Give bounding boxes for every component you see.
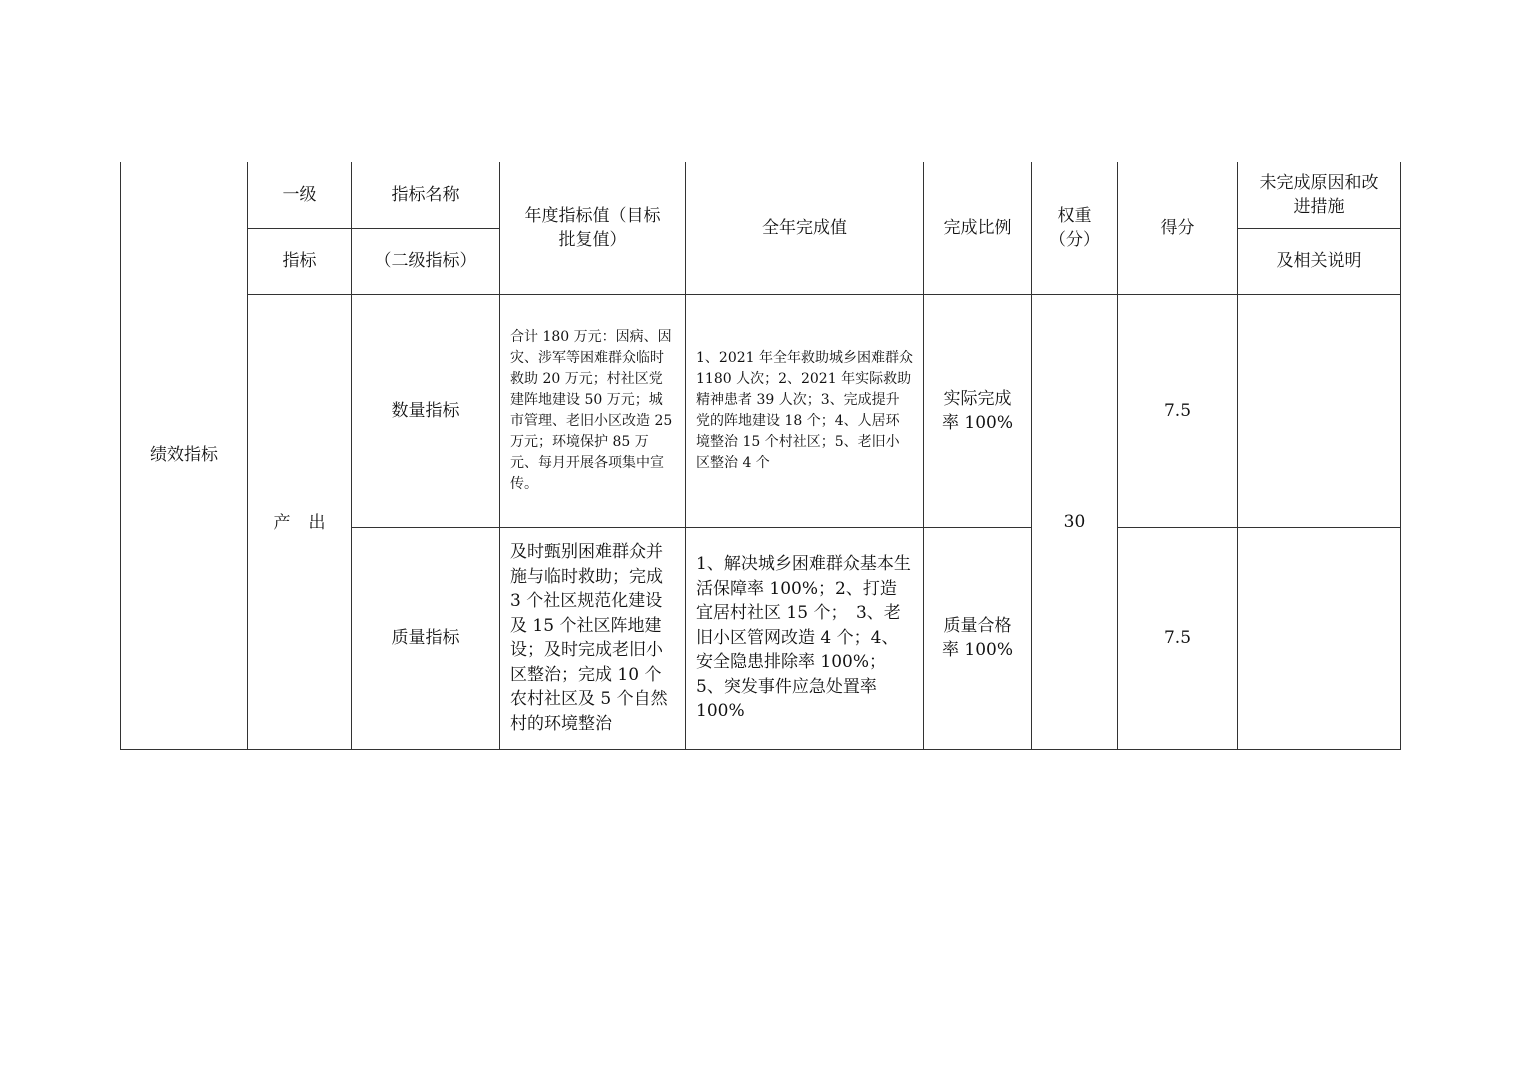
header-reason-bottom xyxy=(1238,228,1401,294)
row-ratio-cell xyxy=(924,527,1032,749)
row-name-cell xyxy=(352,294,500,527)
row-name: 质量指标 xyxy=(391,628,460,648)
row-score-cell xyxy=(1118,527,1238,749)
header-reason-bottom-text: 及相关说明 xyxy=(1276,251,1362,271)
row-target-cell xyxy=(500,527,686,749)
row-name-cell xyxy=(352,527,500,749)
header-ratio-text: 完成比例 xyxy=(943,217,1012,238)
header-name-bottom-text: （二级指标） xyxy=(374,251,477,271)
row-ratio: 实际完成 率 100% xyxy=(941,388,1013,433)
header-weight xyxy=(1032,162,1118,294)
row-name: 数量指标 xyxy=(391,400,460,421)
header-weight-text: 权重 （分） xyxy=(1049,205,1100,250)
header-level1-bottom-text: 指标 xyxy=(282,251,317,271)
section-label: 绩效指标 xyxy=(150,445,218,466)
row-score: 7.5 xyxy=(1163,628,1192,648)
table-row xyxy=(121,294,1401,527)
header-name-top xyxy=(352,162,500,228)
header-score-text: 得分 xyxy=(1160,217,1195,238)
header-annual-target xyxy=(500,162,686,294)
header-annual-done xyxy=(686,162,924,294)
level1-value: 产出 xyxy=(273,512,344,533)
row-score: 7.5 xyxy=(1163,400,1192,421)
header-level1-bottom xyxy=(248,228,352,294)
header-annual-target-text: 年度指标值（目标 批复值） xyxy=(524,205,661,250)
header-level1-top-text: 一级 xyxy=(282,184,317,205)
row-target: 合计 180 万元：因病、因灾、涉军等困难群众临时救助 20 万元；村社区党建阵地建设 50 万元；城市管理、老旧小区改造 25 万元；环境保护 85 万元、每月开展各项集中宣传。 xyxy=(510,328,673,492)
header-name-bottom xyxy=(352,228,500,294)
section-label-cell xyxy=(121,162,248,749)
performance-table xyxy=(120,162,1401,750)
header-name-top-text: 指标名称 xyxy=(391,184,460,205)
header-annual-done-text: 全年完成值 xyxy=(762,217,847,238)
row-ratio-cell xyxy=(924,294,1032,527)
header-level1-top xyxy=(248,162,352,228)
weight-value-cell xyxy=(1032,294,1118,749)
row-actual: 1、解决城乡困难群众基本生活保障率 100%；2、打造宜居村社区 15 个； 3、老旧小区管网改造 4 个；4、安全隐患排除率 100%； 5、突发事件应急处置率 100% xyxy=(696,554,911,722)
row-ratio: 质量合格 率 100% xyxy=(941,616,1013,660)
header-reason-top-text: 未完成原因和改 进措施 xyxy=(1259,172,1379,217)
header-reason-top xyxy=(1238,162,1401,228)
row-actual-cell xyxy=(686,527,924,749)
row-reason-cell xyxy=(1238,527,1401,749)
level1-value-cell xyxy=(248,294,352,749)
header-ratio xyxy=(924,162,1032,294)
row-target: 及时甄别困难群众并施与临时救助；完成 3 个社区规范化建设及 15 个社区阵地建设；及时完成老旧小区整治；完成 10 个农村社区及 5 个自然村的环境整治 xyxy=(510,542,668,734)
row-target-cell xyxy=(500,294,686,527)
header-score xyxy=(1118,162,1238,294)
row-score-cell xyxy=(1118,294,1238,527)
weight-value: 30 xyxy=(1063,511,1086,532)
row-actual: 1、2021 年全年救助城乡困难群众 1180 人次；2、2021 年实际救助精神患者 39 人次；3、完成提升党的阵地建设 18 个；4、人居环境整治 15 个村社区；5、老旧小区整治 4 个 xyxy=(696,349,913,471)
row-actual-cell xyxy=(686,294,924,527)
row-reason-cell xyxy=(1238,294,1401,527)
